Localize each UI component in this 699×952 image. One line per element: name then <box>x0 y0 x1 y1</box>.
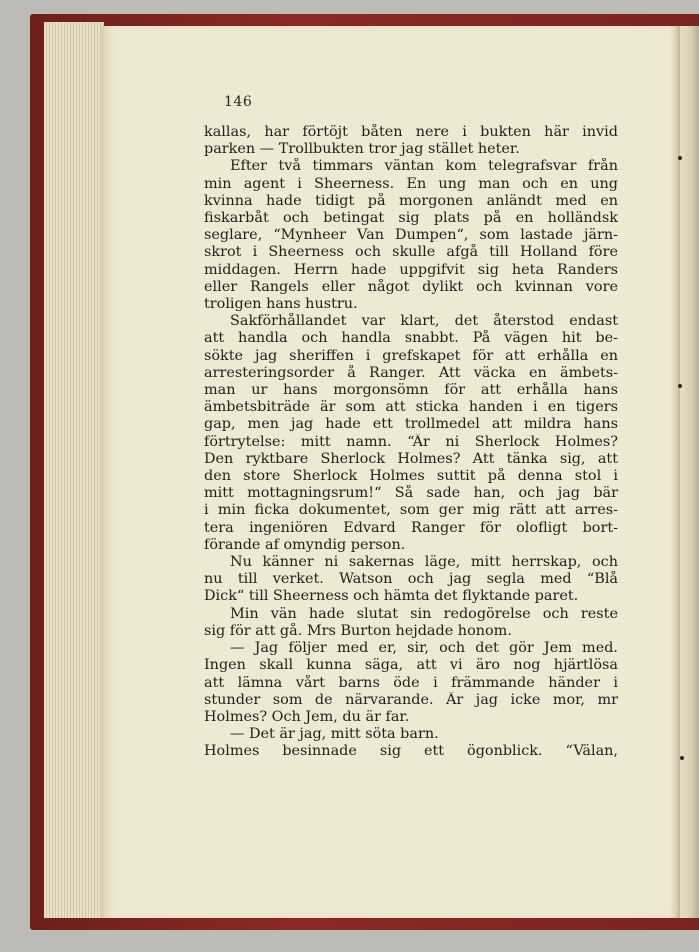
text-line: Efter två timmars väntan kom telegrafsvar från <box>230 158 618 175</box>
text-line: arresteringsorder å Ranger. Att väcka en ämbets- <box>204 364 618 381</box>
body-text <box>204 124 618 761</box>
text-line: ämbetsbiträde är som att sticka handen i en tigers <box>204 399 618 416</box>
text-line: man ur hans morgonsömn för att erhålla hans <box>204 382 618 399</box>
margin-mark <box>678 384 682 388</box>
text-line: eller Rangels eller något dylikt och kvinnan vore <box>204 278 618 295</box>
text-line: i min ficka dokumentet, som ger mig rätt att arres- <box>204 502 618 519</box>
text-line: Holmes besinnade sig ett ögonblick. “Välan, <box>204 743 618 760</box>
text-line: nu till verket. Watson och jag segla med “Blå <box>204 571 618 588</box>
text-line: stunder som de närvarande. Är jag icke mor, mr <box>204 691 618 708</box>
text-line: mitt mottagningsrum!“ Så sade han, och jag bär <box>204 485 618 502</box>
text-line: troligen hans hustru. <box>204 296 358 313</box>
text-line: — Jag följer med er, sir, och det gör Jem med. <box>230 640 618 657</box>
text-line: sig för att gå. Mrs Burton hejdade honom. <box>204 622 512 639</box>
text-line: fiskarbåt och betingat sig plats på en holländsk <box>204 210 618 227</box>
page-edges <box>44 22 104 918</box>
text-line: skrot i Sheerness och skulle afgå till Holland före <box>204 244 618 261</box>
page-number: 146 <box>224 94 253 110</box>
text-line: Ingen skall kunna säga, att vi äro nog hjärtlösa <box>204 657 618 674</box>
text-line: middagen. Herrn hade uppgifvit sig heta Randers <box>204 261 618 278</box>
text-line: tera ingeniören Edvard Ranger för olofligt bort- <box>204 519 618 536</box>
text-line: sökte jag sheriffen i grefskapet för att erhålla en <box>204 347 618 364</box>
text-line: den store Sherlock Holmes suttit på denna stol i <box>204 468 618 485</box>
text-line: förande af omyndig person. <box>204 536 406 553</box>
margin-mark <box>678 156 682 160</box>
text-line: kvinna hade tidigt på morgonen anländt med en <box>204 192 618 209</box>
text-line: Holmes? Och Jem, du är far. <box>204 708 410 725</box>
text-line: Den ryktbare Sherlock Holmes? Att tänka sig, att <box>204 450 618 467</box>
margin-mark <box>680 756 684 760</box>
text-line: kallas, har förtöjt båten nere i bukten här invid <box>204 124 618 140</box>
text-line: att handla och handla snabbt. På vägen hit be- <box>204 330 618 347</box>
text-line: parken — Trollbukten tror jag stället heter. <box>204 141 520 158</box>
text-line: Nu känner ni sakernas läge, mitt herrskap, och <box>230 554 618 571</box>
text-line: att lämna vårt barns öde i främmande händer i <box>204 674 618 691</box>
facing-page-edge <box>678 26 699 918</box>
text-line: Min vän hade slutat sin redogörelse och reste <box>230 605 618 622</box>
text-line: Dick“ till Sheerness och hämta det flyktande paret. <box>204 588 579 605</box>
text-line: — Det är jag, mitt söta barn. <box>230 726 439 743</box>
text-line: förtrytelse: mitt namn. “Är ni Sherlock Holmes? <box>204 433 618 450</box>
text-line: seglare, “Mynheer Van Dumpen“, som lastade järn- <box>204 227 618 244</box>
text-line: Sakförhållandet var klart, det återstod endast <box>230 313 618 330</box>
text-line: min agent i Sheerness. En ung man och en ung <box>204 175 618 192</box>
text-line: gap, men jag hade ett trollmedel att mildra hans <box>204 416 618 433</box>
